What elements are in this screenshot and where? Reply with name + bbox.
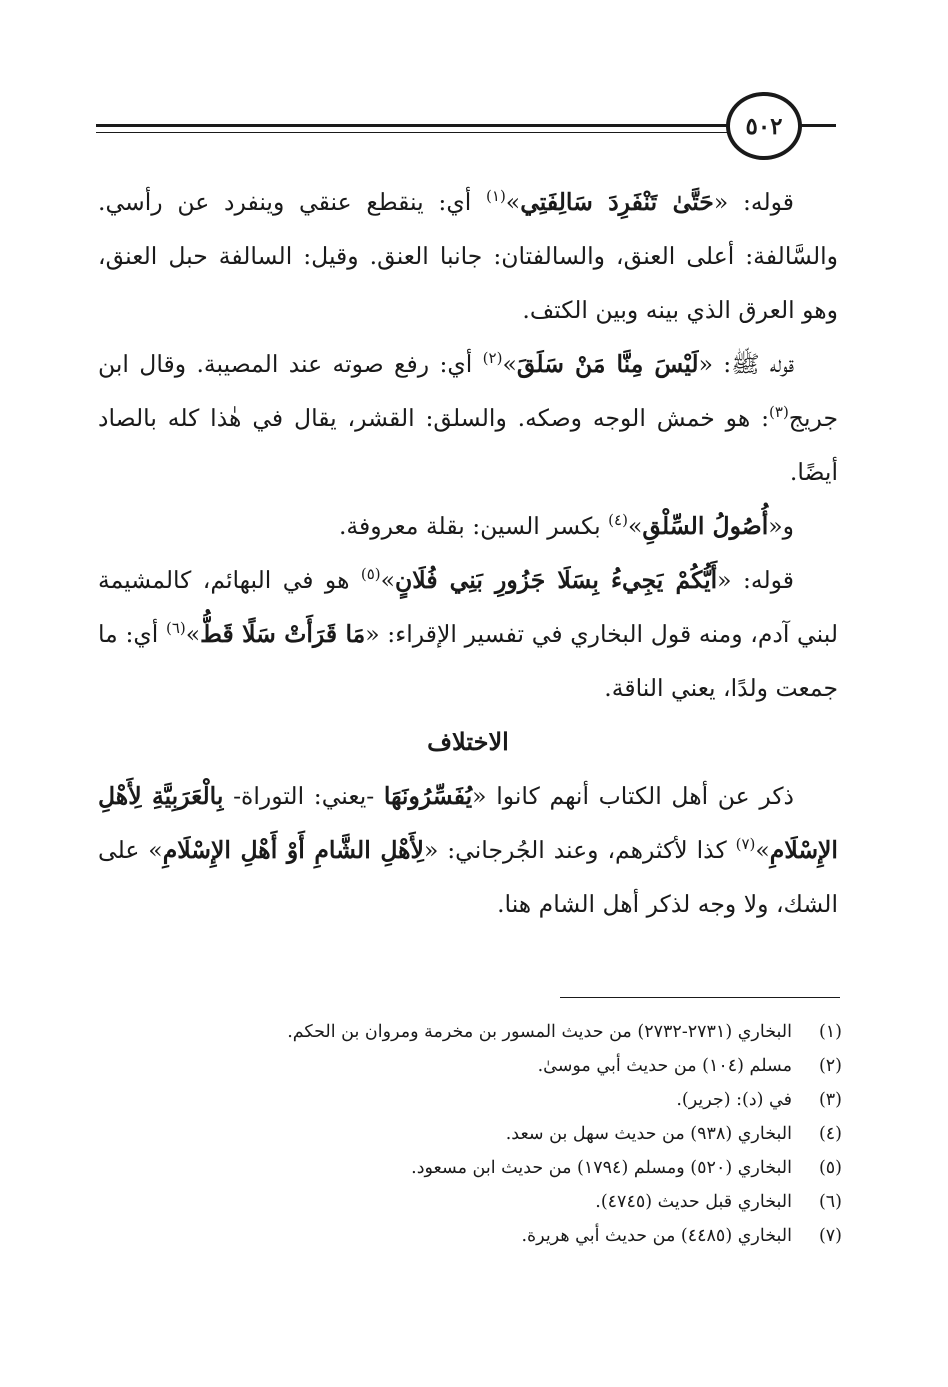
header-rule-thin xyxy=(96,132,728,133)
footnote-divider xyxy=(560,997,840,998)
paragraph-2: قوله ﷺ: «لَيْسَ مِنَّا مَنْ سَلَقَ»$^{(٢)}$ أي: رفع صوته عند المصيبة. وقال ابن جريج$^{(٣)}$: هو خمش الوجه وصكه. والسلق: القشر، يقال في هٰذا كله بالصاد أيضًا. xyxy=(98,349,838,486)
footnote-text: البخاري (٤٤٨٥) من حديث أبي هريرة. xyxy=(521,1226,792,1246)
footnote-item xyxy=(98,1151,842,1185)
paragraph-1: قوله: «حَتَّىٰ تَنْفَرِدَ سَالِفَتِي»$^{(١)}$ أي: ينقطع عنقي وينفرد عن رأسي. والسَّالفة: أعلى العنق، والسالفتان: جانبا العنق. وقيل: السالفة حبل العنق، وهو العرق الذي بينه وبين الكتف. xyxy=(98,187,838,324)
footnote-ref: (١) xyxy=(486,187,506,206)
quoted-hadith: حَتَّىٰ تَنْفَرِدَ سَالِفَتِي xyxy=(520,188,714,216)
footnote-ref: (٥) xyxy=(360,565,381,584)
footnote-item xyxy=(98,1049,842,1083)
footnote-number: (٤) xyxy=(818,1124,842,1144)
footnote-number: (٢) xyxy=(818,1056,842,1076)
footnote-ref: (٤) xyxy=(608,511,628,530)
quoted-hadith: يُفَسِّرُونَهَا xyxy=(383,782,473,810)
section-heading: الاختلاف xyxy=(427,727,509,756)
footnote-text: البخاري (٢٧٣١-٢٧٣٢) من حديث المسور بن مخرمة ومروان بن الحكم. xyxy=(287,1022,792,1042)
quoted-hadith: أَيُّكُمْ يَجِيءُ بِسَلَا جَزُورِ بَنِي فُلَانٍ xyxy=(395,566,718,594)
footnote-item xyxy=(98,1117,842,1151)
paragraph-4: قوله: «أَيُّكُمْ يَجِيءُ بِسَلَا جَزُورِ بَنِي فُلَانٍ»$^{(٥)}$ هو في البهائم، كالمشيمة لبني آدم، ومنه قول البخاري في تفسير الإقراء: «مَا قَرَأَتْ سَلًا قَطُّ»$^{(٦)}$ أي: ما جمعت ولدًا، يعني الناقة. xyxy=(98,565,838,702)
header-rule xyxy=(96,124,728,127)
main-text xyxy=(98,175,838,931)
footnote-text: البخاري (٩٣٨) من حديث سهل بن سعد. xyxy=(505,1124,792,1144)
footnote-ref: (٢) xyxy=(482,349,503,368)
footnote-number: (٣) xyxy=(818,1090,842,1110)
quoted-hadith: لِأَهْلِ الشَّامِ أَوْ أَهْلِ الإِسْلَامِ xyxy=(162,836,424,864)
footnote-text: مسلم (١٠٤) من حديث أبي موسىٰ. xyxy=(537,1056,792,1076)
paragraph-3: و«أُصُولُ السِّلْقِ»$^{(٤)}$ بكسر السين: بقلة معروفة. xyxy=(338,511,794,540)
quoted-hadith: مَا قَرَأَتْ سَلًا قَطُّ xyxy=(200,620,366,648)
footnote-number: (١) xyxy=(818,1022,842,1042)
footnote-ref: (٦) xyxy=(165,619,186,638)
footnotes-list xyxy=(98,1015,842,1253)
quoted-hadith: لَيْسَ مِنَّا مَنْ سَلَقَ xyxy=(516,350,699,378)
footnote-ref: (٣) xyxy=(769,403,789,422)
quoted-hadith: بِالْعَرَبِيَّةِ لِأَهْلِ الإِسْلَامِ xyxy=(98,782,838,864)
footnote-text: البخاري قبل حديث (٤٧٤٥). xyxy=(595,1192,792,1212)
quoted-hadith: أُصُولُ السِّلْقِ xyxy=(642,512,769,540)
footnote-ref: (٧) xyxy=(735,835,756,854)
footnote-text: في (د): (جرير). xyxy=(676,1090,792,1110)
paragraph-5: ذكر عن أهل الكتاب أنهم كانوا «يُفَسِّرُونَهَا -يعني: التوراة- بِالْعَرَبِيَّةِ لِأَهْلِ الإِسْلَامِ»$^{(٧)}$ كذا لأكثرهم، وعند الجُرجاني: «لِأَهْلِ الشَّامِ أَوْ أَهْلِ الإِسْلَامِ» على الشك، ولا وجه لذكر أهل الشام هنا. xyxy=(98,782,838,918)
footnote-number: (٧) xyxy=(818,1226,842,1246)
header-rule-end xyxy=(800,124,836,127)
footnote-text: البخاري (٥٢٠) ومسلم (١٧٩٤) من حديث ابن مسعود. xyxy=(411,1158,792,1178)
footnote-item xyxy=(98,1015,842,1049)
page-number: ٥٠٢ xyxy=(726,92,802,160)
footnote-number: (٦) xyxy=(818,1192,842,1212)
footnote-item xyxy=(98,1083,842,1117)
footnote-item xyxy=(98,1219,842,1253)
footnote-item xyxy=(98,1185,842,1219)
footnote-number: (٥) xyxy=(818,1158,842,1178)
